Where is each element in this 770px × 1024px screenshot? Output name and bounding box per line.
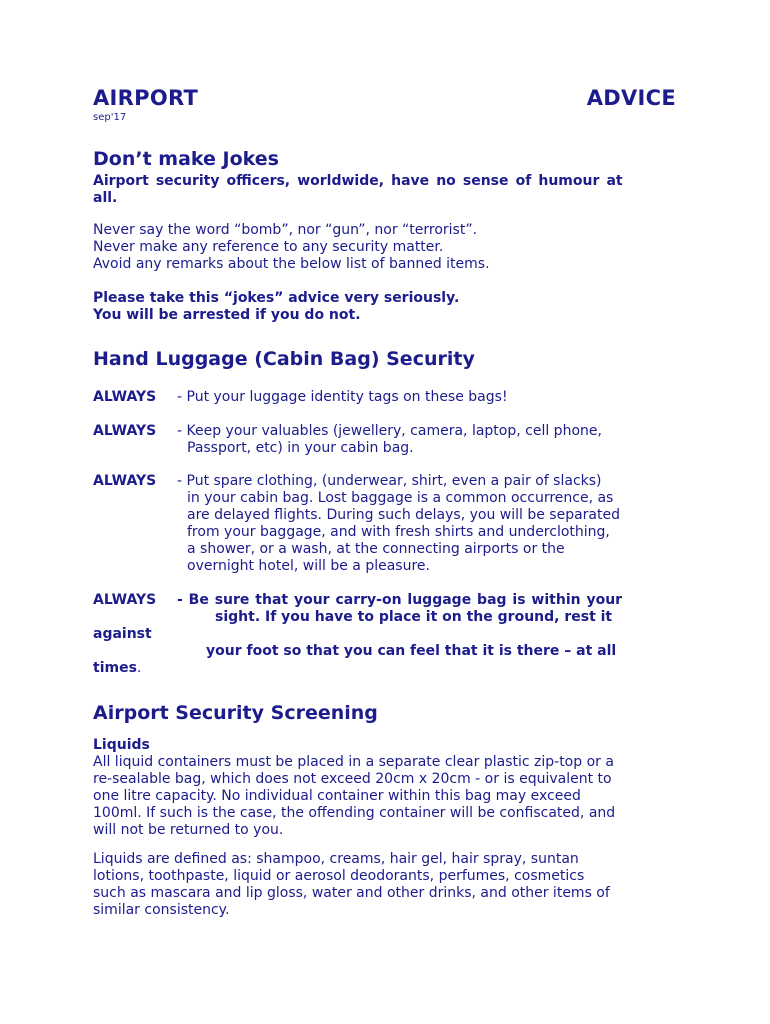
luggage-item-text: a shower, or a wash, at the connecting airports or the [187,541,565,557]
jokes-intro-text: Airport security officers, worldwide, have no sense of humour at [93,173,623,189]
jokes-line: Never say the word “bomb”, nor “gun”, nor “terrorist”. [93,222,478,238]
luggage-item-2 [93,423,676,440]
jokes-line: Never make any reference to any security matter. [93,239,444,255]
luggage-item-text: against [93,626,152,642]
liquids-subheading: Liquids [93,737,150,753]
jokes-line: Avoid any remarks about the below list of banned items. [93,256,490,272]
luggage-item-text: - Keep your valuables (jewellery, camera, laptop, cell phone, [177,423,602,439]
liquids-para2-line: such as mascara and lip gloss, water and other drinks, and other items of [93,885,610,901]
always-label: ALWAYS [93,423,157,439]
document-date: sep'17 [93,112,127,123]
luggage-item-text: Passport, etc) in your cabin bag. [187,440,414,456]
luggage-item-text: - Be sure that your carry-on luggage bag is within your [177,592,623,608]
jokes-intro-line2: all. [93,190,118,206]
luggage-item-text: overnight hotel, will be a pleasure. [187,558,430,574]
always-label: ALWAYS [93,473,157,489]
luggage-item-end [93,660,676,677]
luggage-item-3 [93,473,676,490]
luggage-item-text: are delayed flights. During such delays, you will be separated [187,507,620,523]
jokes-warning: You will be arrested if you do not. [93,307,361,323]
always-label: ALWAYS [93,389,157,405]
luggage-item-text: sight. If you have to place it on the ground, rest it [215,609,613,625]
liquids-para1-line: All liquid containers must be placed in a separate clear plastic zip-top or a [93,754,614,770]
luggage-item-text: from your baggage, and with fresh shirts and underclothing, [187,524,610,540]
luggage-item-text: - Put spare clothing, (underwear, shirt, even a pair of slacks) [177,473,602,489]
screening-heading: Airport Security Screening [93,702,378,724]
jokes-intro-line1 [93,173,676,190]
liquids-para2-line: Liquids are defined as: shampoo, creams, hair gel, hair spray, suntan [93,851,579,867]
liquids-para2-line: lotions, toothpaste, liquid or aerosol deodorants, perfumes, cosmetics [93,868,585,884]
luggage-item-text: times [93,660,137,676]
liquids-para1-line: one litre capacity. No individual container within this bag may exceed [93,788,581,804]
jokes-heading: Don’t make Jokes [93,148,279,170]
luggage-item-period: . [136,660,142,676]
liquids-para1-line: will not be returned to you. [93,822,284,838]
luggage-item-text: - Put your luggage identity tags on these bags! [177,389,508,405]
title-left: AIRPORT [93,86,199,110]
luggage-item-text: in your cabin bag. Lost baggage is a common occurrence, as [187,490,614,506]
liquids-para1-line: 100ml. If such is the case, the offending container will be confiscated, and [93,805,616,821]
always-label: ALWAYS [93,592,157,608]
jokes-warning: Please take this “jokes” advice very seriously. [93,290,460,306]
luggage-item-text: your foot so that you can feel that it is there – at all [206,643,617,659]
liquids-para2-line: similar consistency. [93,902,230,918]
luggage-item-1 [93,389,676,406]
luggage-item-4 [93,592,676,609]
luggage-heading: Hand Luggage (Cabin Bag) Security [93,348,475,370]
liquids-para1-line: re-sealable bag, which does not exceed 20cm x 20cm - or is equivalent to [93,771,612,787]
title-right: ADVICE [586,86,676,110]
